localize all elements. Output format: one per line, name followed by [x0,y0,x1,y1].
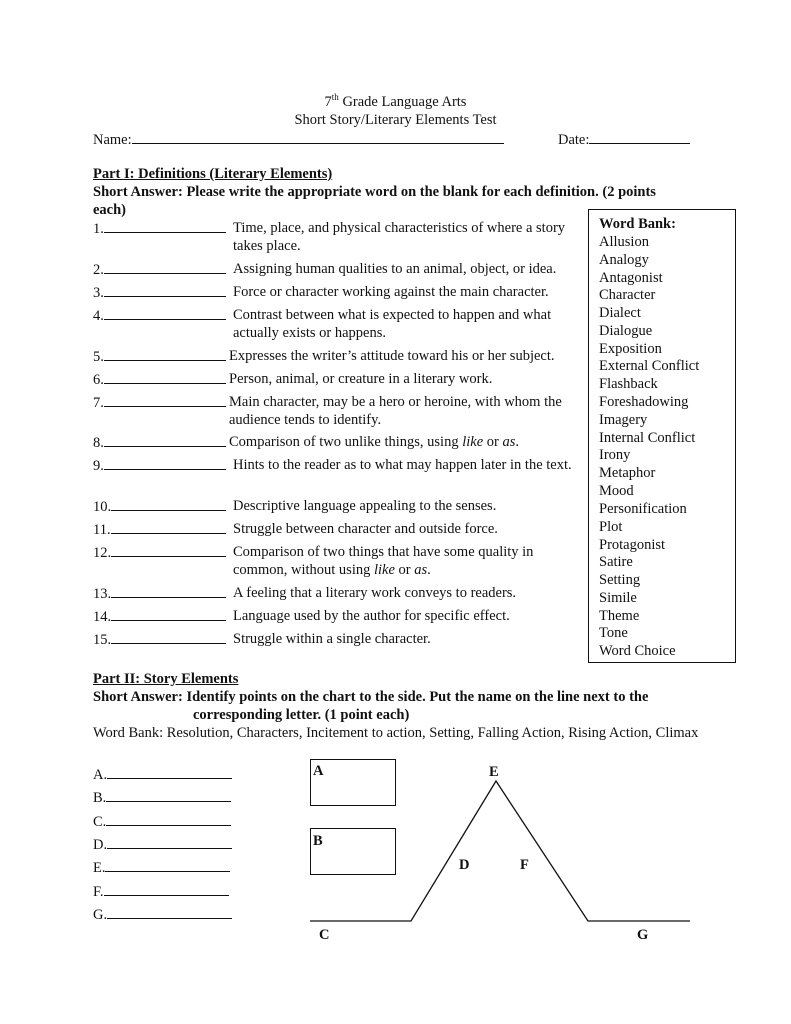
chart-label-f: F [520,857,529,873]
definition-number: 1. [93,221,104,237]
word-bank-item: Internal Conflict [599,430,696,446]
definition-text: Time, place, and physical characteristics of where a story takes place. [233,220,566,254]
word-bank-item: Dialogue [599,323,653,339]
word-bank-item: Setting [599,572,641,588]
word-bank-item: Flashback [599,376,658,392]
definition-number: 15. [93,632,112,648]
definition-text: Contrast between what is expected to happen and what actually exists or happens. [233,307,552,341]
name-label: Name: [93,132,132,148]
definition-text: Main character, may be a hero or heroine, with whom the audience tends to identify. [229,394,562,428]
definition-text-part: or [394,562,415,578]
word-bank-item: Personification [599,501,687,517]
definition-number: 12. [93,545,112,561]
word-bank-item: External Conflict [599,358,700,374]
definition-text: Assigning human qualities to an animal, object, or idea. [233,261,557,277]
part1-instructions-line1: Short Answer: Please write the appropriate word on the blank for each definition. (2 points [93,184,656,200]
definition-number: 14. [93,609,112,625]
word-bank-item: Imagery [599,412,648,428]
definition-text-part: . [427,562,431,578]
definition-italic-word: as [502,434,516,450]
part2-instructions-line2: corresponding letter. (1 point each) [193,707,410,723]
definition-number: 3. [93,285,104,301]
part1-instructions-line2: each) [93,202,127,218]
definition-text: Struggle within a single character. [233,631,431,647]
definition-text: Descriptive language appealing to the senses. [233,498,497,514]
definition-number: 8. [93,435,104,451]
part1-heading: Part I: Definitions (Literary Elements) [93,166,333,182]
word-bank-title: Word Bank: [599,216,676,232]
definition-number: 13. [93,586,112,602]
word-bank-item: Dialect [599,305,641,321]
word-bank-item: Analogy [599,252,649,268]
part2-instructions-line1: Short Answer: Identify points on the chart to the side. Put the name on the line next to the [93,689,649,705]
definition-italic-word: like [462,434,484,450]
title-text: Grade Language Arts [338,94,467,110]
definition-number: 5. [93,349,104,365]
word-bank-item: Character [599,287,656,303]
chart-label-g: G [637,927,649,943]
word-bank-item: Metaphor [599,465,656,481]
chart-label-b: B [313,833,323,849]
test-subtitle: Short Story/Literary Elements Test [294,112,497,128]
word-bank-item: Simile [599,590,637,606]
definition-number: 7. [93,395,104,411]
definition-text: Struggle between character and outside force. [233,521,498,537]
chart-label-e: E [489,764,499,780]
word-bank-item: Mood [599,483,634,499]
story-answer-letter: B. [93,790,107,807]
title-grade-number: 7 [324,94,332,110]
word-bank-item: Plot [599,519,623,535]
definition-number: 9. [93,458,104,474]
definition-text: Hints to the reader as to what may happen later in the text. [233,457,572,473]
definition-text-part: Comparison of two unlike things, using [229,434,463,450]
word-bank-item: Tone [599,625,628,641]
story-answer-letter: A. [93,767,108,783]
chart-label-d: D [459,857,470,873]
definition-text-part: or [483,434,503,450]
chart-label-a: A [313,763,324,779]
part2-heading: Part II: Story Elements [93,671,239,687]
definition-number: 4. [93,308,104,324]
word-bank-item: Irony [599,447,631,463]
definition-number: 10. [93,499,112,515]
story-answer-letter: C. [93,813,107,830]
definition-text: Person, animal, or creature in a literary work. [229,371,493,387]
definition-italic-word: as [414,562,428,578]
definition-text: Expresses the writer’s attitude toward his or her subject. [229,348,555,364]
story-answer-letter: F. [93,883,104,900]
chart-label-c: C [319,927,330,943]
word-bank-item: Exposition [599,341,662,357]
definition-text: Language used by the author for specific effect. [233,608,510,624]
definition-text-part: . [515,434,520,450]
definition-text-part: Comparison of two things that have some quality in common, without using [233,544,534,578]
word-bank-item: Word Choice [599,643,676,659]
word-bank-item: Allusion [599,234,649,250]
word-bank-item: Antagonist [599,270,663,286]
definition-italic-word: like [373,562,395,578]
story-answer-letter: G. [93,906,108,923]
word-bank-item: Theme [599,608,640,624]
story-answer-letter: E. [93,860,106,877]
part2-word-bank: Word Bank: Resolution, Characters, Incitement to action, Setting, Falling Action, Rising Action, Climax [93,725,699,741]
word-bank-item: Satire [599,554,633,570]
word-bank-item: Foreshadowing [599,394,689,410]
definition-number: 6. [93,372,104,388]
plot-line [310,781,690,921]
definition-number: 11. [93,522,111,538]
word-bank-item: Protagonist [599,537,666,553]
definition-number: 2. [93,262,104,278]
definition-text: Force or character working against the main character. [233,284,549,300]
definition-text: A feeling that a literary work conveys to readers. [233,585,517,601]
story-answer-letter: D. [93,836,108,853]
date-label: Date: [558,132,590,148]
title-grade-suffix: th [331,92,339,103]
